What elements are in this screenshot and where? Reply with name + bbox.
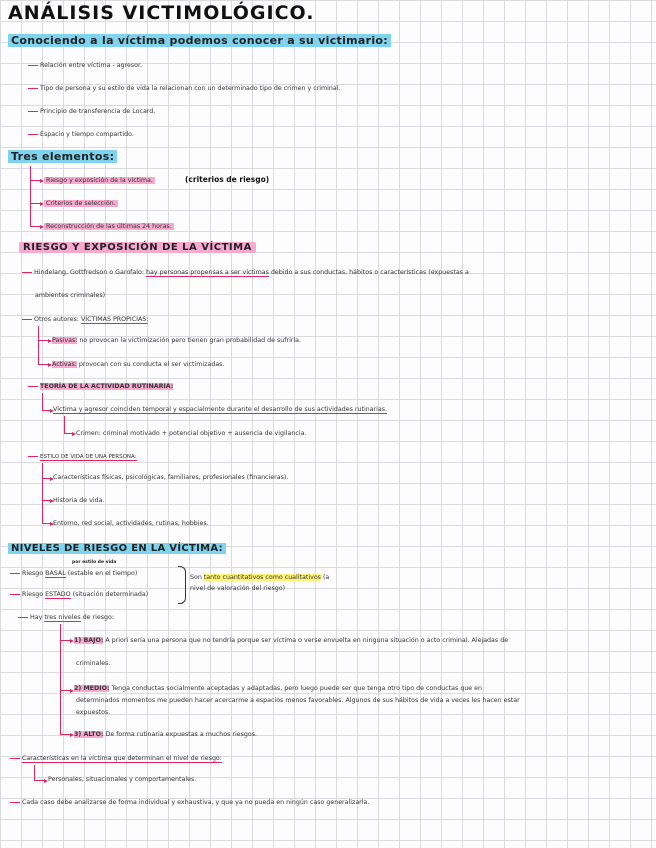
- tres-item-riesgo: Riesgo y exposición de la víctima.: [46, 177, 153, 184]
- arrow-icon: [38, 326, 49, 341]
- medio-line-2: determinados momentos me pueden hacer acercarme a espacios menos favorables. Algunos de sus hábitos de vida a veces les hacen estar: [76, 697, 520, 704]
- otros-line: Otros autores: VÍCTIMAS PROPICIAS:: [22, 316, 148, 323]
- son-line-2: nivel de valoración del riesgo): [190, 585, 286, 592]
- teoria-line: TEORÍA DE LA ACTIVIDAD RUTINARIA:: [28, 383, 173, 390]
- estilo-item: Historia de vida.: [53, 497, 105, 504]
- hindelang-line: Hindelang, Gottfredson o Garofalo: hay personas propensas a ser víctimas debido a sus conductas, hábitos o características (expuestas a: [22, 269, 469, 276]
- riesgo-heading: RIESGO Y EXPOSICIÓN DE LA VÍCTIMA: [19, 242, 256, 253]
- arrow-icon: [34, 765, 45, 781]
- bullet-dash: [10, 802, 20, 803]
- estilo-line: ESTILO DE VIDA DE UNA PERSONA:: [28, 454, 137, 460]
- pasivas-line: Pasivas: no provocan la victimización pero tienen gran probabilidad de sufrirla.: [52, 337, 302, 344]
- bullet-dash: [22, 319, 32, 320]
- teoria-item-1: Víctima y agresor coinciden temporal y espacialmente durante el desarrollo de sus actividades rutinarias.: [53, 406, 388, 413]
- bullet-dash: [22, 272, 32, 273]
- medio-line-3: expuestos.: [76, 709, 111, 716]
- tres-note: (criterios de riesgo): [185, 175, 270, 184]
- arrow-icon: [30, 166, 41, 181]
- arrow-icon: [30, 203, 41, 227]
- arrow-icon: [60, 624, 71, 641]
- intro-item: Relación entre víctima - agresor.: [28, 62, 142, 69]
- arrow-icon: [60, 690, 71, 735]
- teoria-item-2: Crimen: criminal motivado + potencial objetivo + ausencia de vigilancia.: [76, 430, 307, 437]
- estado-line: Riesgo ESTADO (situación determinada): [10, 591, 148, 598]
- tres-item-reconstruccion: Reconstrucción de las últimas 24 horas.: [46, 223, 172, 230]
- intro-item: Principio de transferencia de Locard.: [28, 108, 155, 115]
- arrow-icon: [42, 393, 51, 411]
- tres-heading: Tres elementos:: [8, 150, 117, 163]
- intro-item: Espacio y tiempo compartido.: [28, 131, 134, 138]
- hay-line: Hay tres niveles de riesgo:: [18, 614, 114, 621]
- estilo-vida-note: por estilo de vida: [72, 560, 117, 565]
- bullet-dash: [10, 594, 20, 595]
- medio-line: 2) MEDIO: Tenga conductas socialmente aceptadas y adaptadas, pero luego puede ser que tenga otro tipo de conductas que en: [74, 685, 483, 692]
- bullet-dash: [28, 386, 38, 387]
- bajo-line-2: criminales.: [76, 660, 111, 667]
- cada-line: Cada caso debe analizarse de forma individual y exhaustiva, y que ya no pueda en ningún caso generalizarla.: [10, 799, 369, 806]
- arrow-icon: [42, 478, 51, 501]
- arrow-icon: [64, 416, 73, 434]
- bullet-dash: [28, 134, 38, 135]
- bullet-dash: [10, 758, 20, 759]
- intro-heading: Conociendo a la víctima podemos conocer a su victimario:: [8, 34, 391, 47]
- bajo-line: 1) BAJO: A priori sería una persona que no tendría porque ser víctima o verse envuelta en ninguna situación o acto criminal. Alejadas de: [74, 637, 509, 644]
- bullet-dash: [10, 573, 20, 574]
- intro-item: Tipo de persona y su estilo de vida la relacionan con un determinado tipo de crimen y criminal.: [28, 85, 341, 92]
- hindelang-line-2: ambientes criminales): [35, 292, 106, 299]
- estilo-item: Características físicas, psicológicas, familiares, profesionales (financieras).: [53, 474, 289, 481]
- son-line: Son tanto cuantitativos como cualitativos (a: [190, 574, 330, 581]
- arrow-icon: [42, 500, 51, 524]
- estilo-item: Entorno, red social, actividades, rutinas, hobbies.: [53, 520, 209, 527]
- arrow-icon: [42, 463, 51, 479]
- arrow-icon: [60, 640, 71, 691]
- activas-line: Activas: provocan con su conducta el ser victimizadas.: [52, 361, 225, 368]
- bullet-dash: [28, 456, 38, 457]
- page-title: ANÁLISIS VICTIMOLÓGICO.: [8, 2, 315, 24]
- niveles-heading: NIVELES DE RIESGO EN LA VÍCTIMA:: [8, 543, 226, 554]
- bullet-dash: [28, 111, 38, 112]
- tres-item-criterios: Criterios de selección.: [46, 200, 116, 207]
- arrow-icon: [38, 340, 49, 365]
- alto-line: 3) ALTO: De forma rutinaria expuestas a muchos riesgos.: [74, 731, 258, 738]
- brace-icon: [178, 566, 186, 604]
- bullet-dash: [28, 65, 38, 66]
- bullet-dash: [28, 88, 38, 89]
- basal-line: Riesgo BASAL (estable en el tiempo): [10, 570, 137, 577]
- bullet-dash: [18, 617, 28, 618]
- caract-line: Características en la víctima que determinan el nivel de riesgo:: [10, 755, 222, 762]
- arrow-icon: [30, 180, 41, 204]
- caract-sub: Personales, situacionales y comportamentales.: [48, 776, 197, 783]
